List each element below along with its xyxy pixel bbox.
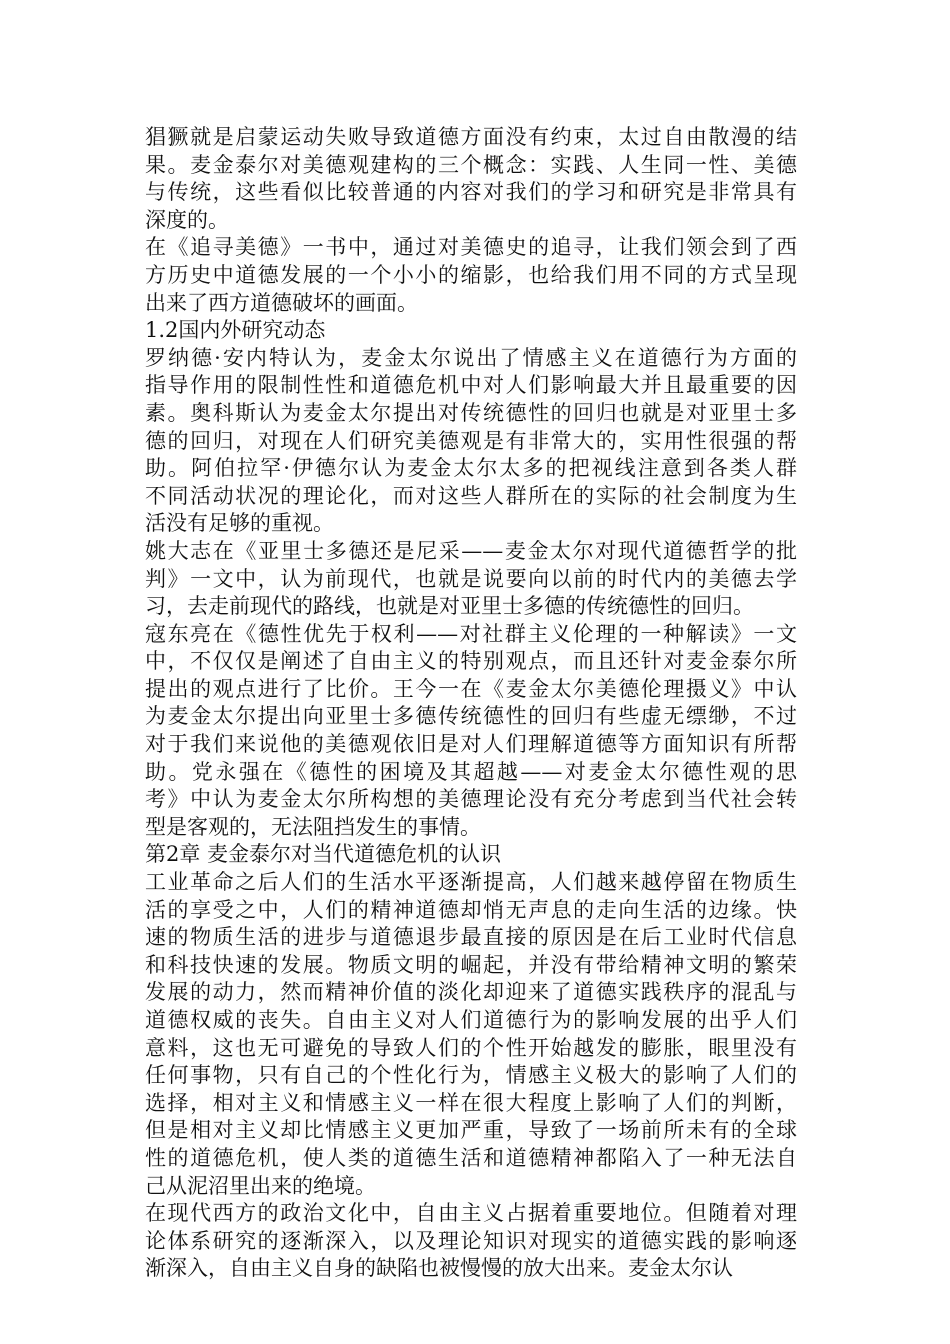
paragraph-line: 果。麦金泰尔对美德观建构的三个概念：实践、人生同一性、美德	[145, 152, 797, 177]
paragraph-line: 和科技快速的发展。物质文明的崛起，并没有带给精神文明的繁荣	[145, 952, 797, 977]
paragraph-line: 在《追寻美德》一书中，通过对美德史的追寻，让我们领会到了西	[145, 235, 797, 260]
section-heading	[145, 317, 797, 345]
paragraph-line: 选择，相对主义和情感主义一样在很大程度上影响了人们的判断，	[145, 1090, 797, 1115]
paragraph-line: 速的物质生活的进步与道德退步最直接的原因是在后工业时代信息	[145, 925, 797, 950]
paragraph-line: 助。阿伯拉罕·伊德尔认为麦金太尔太多的把视线注意到各类人群	[145, 456, 797, 481]
paragraph-line: 工业革命之后人们的生活水平逐渐提高，人们越来越停留在物质生	[145, 870, 797, 895]
paragraph-line: 指导作用的限制性性和道德危机中对人们影响最大并且最重要的因	[145, 373, 797, 398]
paragraph	[145, 1200, 797, 1283]
paragraph-line: 渐深入，自由主义自身的缺陷也被慢慢的放大出来。麦金太尔认	[145, 1256, 733, 1281]
paragraph	[145, 345, 797, 538]
paragraph-line: 道德权威的丧失。自由主义对人们道德行为的影响发展的出乎人们	[145, 1008, 797, 1032]
paragraph-line: 任何事物，只有自己的个性化行为，情感主义极大的影响了人们的	[145, 1063, 797, 1088]
paragraph-line: 助。党永强在《德性的困境及其超越——对麦金太尔德性观的思	[145, 759, 797, 784]
paragraph-line: 己从泥沼里出来的绝境。	[145, 1173, 376, 1198]
paragraph-line: 发展的动力，然而精神价值的淡化却迎来了道德实践秩序的混乱与	[145, 980, 797, 1005]
paragraph-line: 素。奥科斯认为麦金太尔提出对传统德性的回归也就是对亚里士多	[145, 400, 797, 425]
paragraph	[145, 621, 797, 842]
paragraph	[145, 869, 797, 1200]
paragraph-line: 寇东亮在《德性优先于权利——对社群主义伦理的一种解读》一文	[145, 621, 797, 646]
paragraph-line: 但是相对主义却比情感主义更加严重，导致了一场前所未有的全球	[145, 1118, 797, 1143]
paragraph-line: 考》中认为麦金太尔所构想的美德理论没有充分考虑到当代社会转	[145, 787, 797, 812]
paragraph-line: 罗纳德·安内特认为，麦金太尔说出了情感主义在道德行为方面的	[145, 345, 797, 370]
paragraph-line: 对于我们来说他的美德观依旧是对人们理解道德等方面知识有所帮	[145, 732, 797, 757]
paragraph-line: 姚大志在《亚里士多德还是尼采——麦金太尔对现代道德哲学的批	[145, 538, 797, 563]
paragraph-line: 中，不仅仅是阐述了自由主义的特别观点，而且还针对麦金泰尔所	[145, 649, 797, 674]
paragraph-line: 为麦金太尔提出向亚里士多德传统德性的回归有些虚无缥缈，不过	[145, 704, 797, 729]
paragraph-line: 活的享受之中，人们的精神道德却悄无声息的走向生活的边缘。快	[145, 897, 797, 922]
paragraph	[145, 234, 797, 317]
paragraph-line: 德的回归，对现在人们研究美德观是有非常大的，实用性很强的帮	[145, 428, 797, 453]
paragraph-line: 猖獗就是启蒙运动失败导致道德方面没有约束，太过自由散漫的结	[145, 125, 797, 149]
paragraph-line: 活没有足够的重视。	[145, 511, 334, 536]
paragraph-line: 方历史中道德发展的一个小小的缩影，也给我们用不同的方式呈现	[145, 262, 797, 287]
heading-text: 第2章 麦金泰尔对当代道德危机的认识	[145, 842, 502, 867]
paragraph	[145, 538, 797, 621]
paragraph-line: 习，去走前现代的路线，也就是对亚里士多德的传统德性的回归。	[145, 594, 754, 619]
paragraph-line: 与传统，这些看似比较普通的内容对我们的学习和研究是非常具有	[145, 180, 797, 205]
paragraph-line: 意料，这也无可避免的导致人们的个性开始越发的膨胀，眼里没有	[145, 1035, 797, 1060]
paragraph	[145, 124, 797, 234]
paragraph-line: 判》一文中，认为前现代，也就是说要向以前的时代内的美德去学	[145, 566, 797, 591]
section-heading	[145, 841, 797, 869]
heading-text: 1.2国内外研究动态	[145, 318, 326, 343]
paragraph-line: 出来了西方道德破坏的画面。	[145, 290, 418, 315]
paragraph-line: 型是客观的，无法阻挡发生的事情。	[145, 814, 481, 839]
paragraph-line: 论体系研究的逐渐深入，以及理论知识对现实的道德实践的影响逐	[145, 1228, 797, 1253]
document-body	[145, 124, 797, 1283]
paragraph-line: 不同活动状况的理论化，而对这些人群所在的实际的社会制度为生	[145, 483, 797, 508]
paragraph-line: 提出的观点进行了比价。王今一在《麦金太尔美德伦理摄义》中认	[145, 676, 797, 701]
paragraph-line: 深度的。	[145, 207, 229, 232]
paragraph-line: 在现代西方的政治文化中，自由主义占据着重要地位。但随着对理	[145, 1201, 797, 1226]
paragraph-line: 性的道德危机，使人类的道德生活和道德精神都陷入了一种无法自	[145, 1145, 797, 1170]
